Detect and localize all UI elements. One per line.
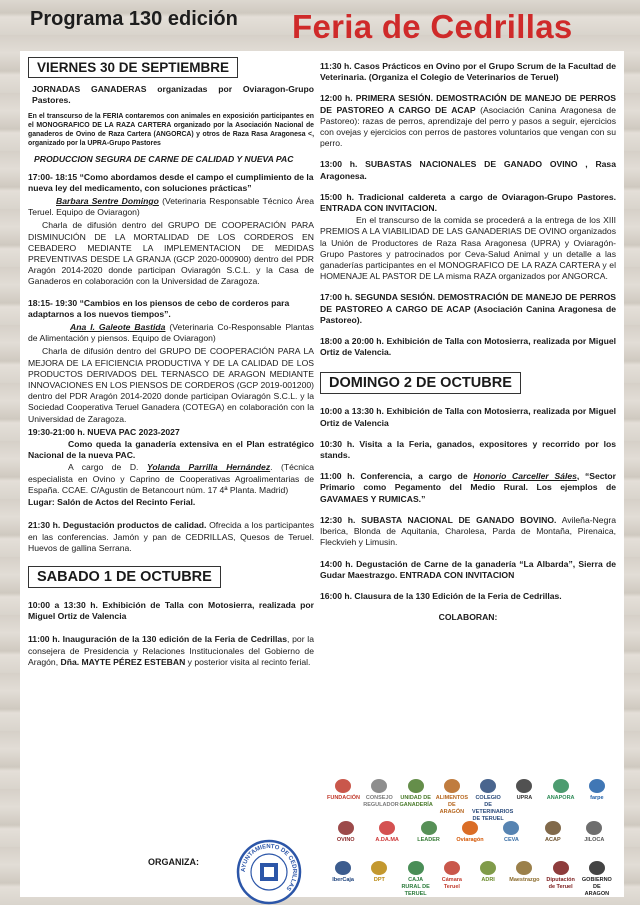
sponsor-logo <box>472 779 514 822</box>
speaker-name: Ana I. Galeote Bastida <box>70 322 166 333</box>
sponsor-logo <box>545 861 577 895</box>
sponsor-logo <box>327 779 359 813</box>
sponsor-logo <box>581 779 613 813</box>
event-3-speaker <box>28 462 314 496</box>
sponsor-logo-mark-icon <box>545 821 561 835</box>
event-prefix: 11:00 h. Conferencia, a cargo de <box>320 471 474 482</box>
sponsor-logo <box>410 821 447 855</box>
sponsor-logo <box>400 779 432 813</box>
sponsor-logo <box>400 861 432 895</box>
sponsor-logo-label: ACAP <box>545 837 561 843</box>
sponsor-logo-label: GOBIERNO DE ARAGON <box>581 877 612 897</box>
event-desc: , “Sector Primario como Pegamento del Medio Rural. Los ejemplos de GAVAMAES Y RUMICAS.” <box>320 471 616 504</box>
sponsor-logo-label: Cámara Teruel <box>441 877 462 890</box>
sponsor-logo-mark-icon <box>516 861 532 875</box>
event-4-time: 21:30 h. Degustación productos de calidad. <box>28 520 207 531</box>
event-r3: 13:00 h. SUBASTAS NACIONALES DE GANADO OVINO , Rasa Aragonesa. <box>320 159 616 181</box>
sponsor-logo-label: CEVA <box>503 837 519 843</box>
person-name: Dña. MAYTE PÉREZ ESTEBAN <box>60 656 186 667</box>
sponsor-logo-label: farpe <box>590 795 604 801</box>
sponsor-logo-mark-icon <box>335 779 351 793</box>
sponsor-logo <box>451 821 488 855</box>
sponsor-logo-mark-icon <box>516 779 532 793</box>
sponsor-logo-label: Oviaragón <box>456 837 484 843</box>
domingo-event-1: 10:00 a 13:30 h. Exhibición de Talla con Motosierra, realizada por Miguel Ortiz de Valencia <box>320 406 616 428</box>
domingo-event-2: 10:30 h. Visita a la Feria, ganados, expositores y recorrido por los stands. <box>320 438 616 461</box>
sponsor-logo-label: COLEGIO DE VETERINARIOS DE TERUEL <box>472 795 514 822</box>
speaker-name: Honorio Carceller Sáles <box>473 471 577 482</box>
title-feria: Feria de Cedrillas <box>292 8 573 45</box>
ayuntamiento-seal-icon <box>236 839 302 905</box>
sponsor-logo <box>493 821 530 855</box>
organiza-label: ORGANIZA: <box>148 857 199 867</box>
sponsor-logo-mark-icon <box>553 779 569 793</box>
left-column <box>28 57 314 674</box>
speaker-role: . (Técnica especialista en Ovino y Caprino de Cooperativas Agroalimentarias de España. CCAE. C/Agustin de Betancourt núm. 17 4ª Planta. Madrid) <box>28 462 314 495</box>
event-3-subtitle: Como queda la ganadería extensiva en el Plan estratégico Nacional de la nueva PAC. <box>28 439 314 461</box>
sponsor-logo <box>508 861 540 895</box>
speaker-name: Barbara Sentre Domingo <box>56 196 159 207</box>
event-title: 12:00 h. PRIMERA SESIÓN. DEMOSTRACIÓN DE MANEJO DE PERROS DE PASTOREO A CARGO DE ACAP <box>320 93 616 115</box>
sponsor-logo <box>368 821 405 855</box>
sponsor-logo-mark-icon <box>589 779 605 793</box>
event-desc: (Asociación Canina Aragonesa de Pastoreo): razas de perros, aprendizaje del perro y pasos a seguir, ejercicios con ovejas y ejercicios con perros de pastores voluntarios que vengan con su perro. <box>320 104 616 149</box>
sponsor-logo-label: CONSEJO REGULADOR <box>363 795 399 808</box>
sponsor-logo <box>363 861 395 895</box>
sponsor-logo-mark-icon <box>462 821 478 835</box>
sponsor-logo-label: UPRA <box>516 795 533 801</box>
sponsor-logo-label: OVINO <box>336 837 355 843</box>
event-1-desc: Charla de difusión dentro del GRUPO DE COOPERACIÓN PARA DISMINUCIÓN DE LA MORTALIDAD DE LOS CORDEROS EN CEBADERO MEDIANTE LA IMPLEMENTACION DE MEDIDAS PREVENTIVAS DESDE LA GRANJA (GCP 2020-000900) dentro del PDR Aragón 2014-2020 donde participan Oviaragón S.C.L. y la Casa de Ganaderos en colaboración con la Universidad de Zaragoza. <box>28 220 314 287</box>
sponsor-logo-mark-icon <box>503 821 519 835</box>
jornadas-text: JORNADAS GANADERAS organizadas por Oviaragon-Grupo Pastores. <box>32 84 314 106</box>
domingo-event-5: 14:00 h. Degustación de Carne de la ganadería “La Albarda”, Sierra de Gudar Maestrazgo. ENTRADA CON INVITACION <box>320 558 616 580</box>
sponsor-logo-mark-icon <box>408 861 424 875</box>
sponsor-logo-mark-icon <box>408 779 424 793</box>
event-end: y posterior visita al recinto ferial. <box>185 656 311 667</box>
event-1-speaker <box>28 196 314 218</box>
sponsor-logo <box>576 821 613 855</box>
domingo-event-6: 16:00 h. Clausura de la 130 Edición de la Feria de Cedrillas. <box>320 590 562 601</box>
sponsor-logo-mark-icon <box>480 779 496 793</box>
sponsor-logo <box>534 821 571 855</box>
event-3-title: 19:30-21:00 h. NUEVA PAC 2023-2027 <box>28 426 180 437</box>
event-3-lugar: Lugar: Salón de Actos del Recinto Ferial. <box>28 497 196 508</box>
speaker-role: (Veterinaria Responsable Técnico Área Teruel. Equipo de Oviaragon) <box>28 196 314 218</box>
day-header-domingo: DOMINGO 2 DE OCTUBRE <box>320 372 521 394</box>
speaker-role: (Veterinaria Co-Responsable Plantas de Alimentación y piensos. Equipo de Oviaragon) <box>28 322 314 344</box>
sponsor-logo-mark-icon <box>586 821 602 835</box>
event-desc: , por la consejera de Presidencia y Relaciones Institucionales del Gobierno de Aragón, <box>28 634 314 667</box>
day-header-viernes: VIERNES 30 DE SEPTIEMBRE <box>28 57 238 78</box>
sponsor-logo <box>327 821 364 855</box>
event-2-desc: Charla de difusión dentro del GRUPO DE COOPERACIÓN PARA LA MEJORA DE LA EFICIENCIA PRODUCTIVA Y DE LA CALIDAD DE LOS PRODUCTOS DERIVADOS DEL TERNASCO DE ARAGON MEDIANTE INNOVACIONES EN LOS PIENSOS DE CORDEROS (GCP 2019-001200) dentro del PDR Aragón 2014-2020 donde participan Oviaragón S.C.L. y la Sociedad Cooperativa Teruel Ganadera (COTEGA) en colaboración con la Universidad de Zaragoza. <box>28 346 314 424</box>
event-r4-title: 15:00 h. Tradicional caldereta a cargo de Oviaragon-Grupo Pastores. ENTRADA CON INVITACION. <box>320 191 616 214</box>
sponsor-logo-mark-icon <box>444 861 460 875</box>
sponsor-logo <box>436 779 468 813</box>
sponsor-logo-label: IberCaja <box>332 877 354 883</box>
event-r6: 18:00 a 20:00 h. Exhibición de Talla con Motosierra, realizada por Miguel Ortiz de Valencia. <box>320 336 616 358</box>
speaker-prefix: A cargo de D. <box>68 462 147 473</box>
event-title: 12:30 h. SUBASTA NACIONAL DE GANADO BOVINO. <box>320 514 557 525</box>
sponsor-logo-mark-icon <box>379 821 395 835</box>
sponsor-logo-mark-icon <box>553 861 569 875</box>
event-2-speaker <box>28 322 314 344</box>
sabado-event-2 <box>28 634 314 668</box>
program-sheet <box>20 51 624 897</box>
sponsor-logo <box>436 861 468 895</box>
sponsor-logo <box>327 861 359 895</box>
speaker-name: Yolanda Parrilla Hernández <box>146 462 271 473</box>
seal-text: AYUNTAMIENTO DE CEDRILLAS <box>240 843 298 892</box>
sponsor-logo-label: Maestrazgo <box>509 877 540 883</box>
sponsor-logo-label: ADRI <box>481 877 495 883</box>
domingo-event-3 <box>320 471 616 505</box>
sponsor-logo-mark-icon <box>589 861 605 875</box>
event-time: 11:00 h. Inauguración de la 130 edición de la Feria de Cedrillas <box>28 634 287 645</box>
sponsor-logo <box>581 861 613 895</box>
sponsor-logo <box>363 779 399 813</box>
event-4 <box>28 520 314 554</box>
sponsor-logo-label: JILOCA <box>584 837 605 843</box>
sponsor-logo <box>545 779 577 813</box>
day-header-sabado: SABADO 1 DE OCTUBRE <box>28 566 221 588</box>
sponsor-logo-mark-icon <box>421 821 437 835</box>
produccion-heading: PRODUCCION SEGURA DE CARNE DE CALIDAD Y NUEVA PAC <box>34 154 294 165</box>
event-desc: Avileña-Negra Iberica, Blonda de Aquitania, Charolesa, Parda de Montaña, Pirenaica, Fleckvieh y Limusin. <box>320 514 616 548</box>
sponsor-logo-mark-icon <box>480 861 496 875</box>
sponsor-logo <box>472 861 504 895</box>
event-r2 <box>320 93 616 149</box>
sponsor-logo-label: FUNDACIÓN <box>327 795 360 801</box>
event-1-title: 17:00- 18:15 “Como abordamos desde el campo el cumplimiento de la nueva ley del medicamento, con soluciones prácticas” <box>28 171 314 193</box>
transcurso-text: En el transcurso de la FERIA contaremos con animales en exposición participantes en el MONOGRAFICO DE LA RAZA CARTERA organizado por la Asociación Nacional de ganaderos de Ovino de Raza Cartera (ANGORCA) y otros de Raza Rasa Aragonesa <, organizado por la UPRA-Grupo Pastores <box>28 113 314 148</box>
sponsor-logo-label: DPT <box>373 877 385 883</box>
event-2-title: 18:15- 19:30 “Cambios en los piensos de cebo de corderos para adaptarnos a los nuevos tiempos”. <box>28 297 290 319</box>
sponsor-logo-label: UNIDAD DE GANADERÍA <box>399 795 433 808</box>
sponsor-logo-label: LEADER <box>417 837 440 843</box>
sponsor-logo-label: ALIMENTOS DE ARAGÓN <box>435 795 469 815</box>
title-programa: Programa 130 edición <box>30 8 238 30</box>
event-r5: 17:00 h. SEGUNDA SESIÓN. DEMOSTRACIÓN DE MANEJO DE PERROS DE PASTOREO A CARGO DE ACAP (Asociación Canina Aragonesa de Pastoreo). <box>320 292 616 325</box>
event-4-desc: Ofrecida a los participantes en las conferencias. Jamón y pan de CEDRILLAS, Quesos de Teruel. Huevos de gallina Serrana. <box>28 520 314 553</box>
sponsor-logo-mark-icon <box>338 821 354 835</box>
event-r1: 11:30 h. Casos Prácticos en Ovino por el Grupo Scrum de la Facultad de Veterinaria. (Organiza el Colegio de Veterinarios de Teruel) <box>320 61 616 83</box>
sponsor-logo-label: Diputación de Teruel <box>546 877 575 890</box>
sponsor-logo-label: CAJA RURAL DE TERUEL <box>401 877 430 897</box>
sponsor-logo-label: ANAPORA <box>546 795 575 801</box>
sponsor-logo-mark-icon <box>335 861 351 875</box>
sponsor-logo-mark-icon <box>371 779 387 793</box>
sponsor-logo <box>508 779 540 813</box>
sponsor-logos <box>325 779 615 897</box>
sponsor-logo-label: A.DA.MA <box>375 837 399 843</box>
sabado-event-1: 10:00 a 13:30 h. Exhibición de Talla con Motosierra, realizada por Miguel Ortiz de Valencia <box>28 599 314 622</box>
event-r4-desc: En el transcurso de la comida se procederá a la entrega de los XIII PREMIOS A LA VIABILIDAD DE LAS GANADERIAS DE OVINO organizados la Unión de Productores de Raza Rasa Aragonesa (UPRA) y Oviaragón-Grupo Pastores y patrocinados por Ceva-Salud Animal y un detalle a las ganaderías participantes en el MONOGRAFICO DE LA RAZA CARTERA y el HOMENAJE AL PASTOR DE LA misma RAZA organizados por ANGORCA. <box>320 215 616 282</box>
sponsor-logo-mark-icon <box>444 779 460 793</box>
domingo-event-4 <box>320 515 616 549</box>
colaboran-label: COLABORAN: <box>438 612 498 623</box>
sponsor-logo-mark-icon <box>371 861 387 875</box>
right-column <box>320 61 616 629</box>
